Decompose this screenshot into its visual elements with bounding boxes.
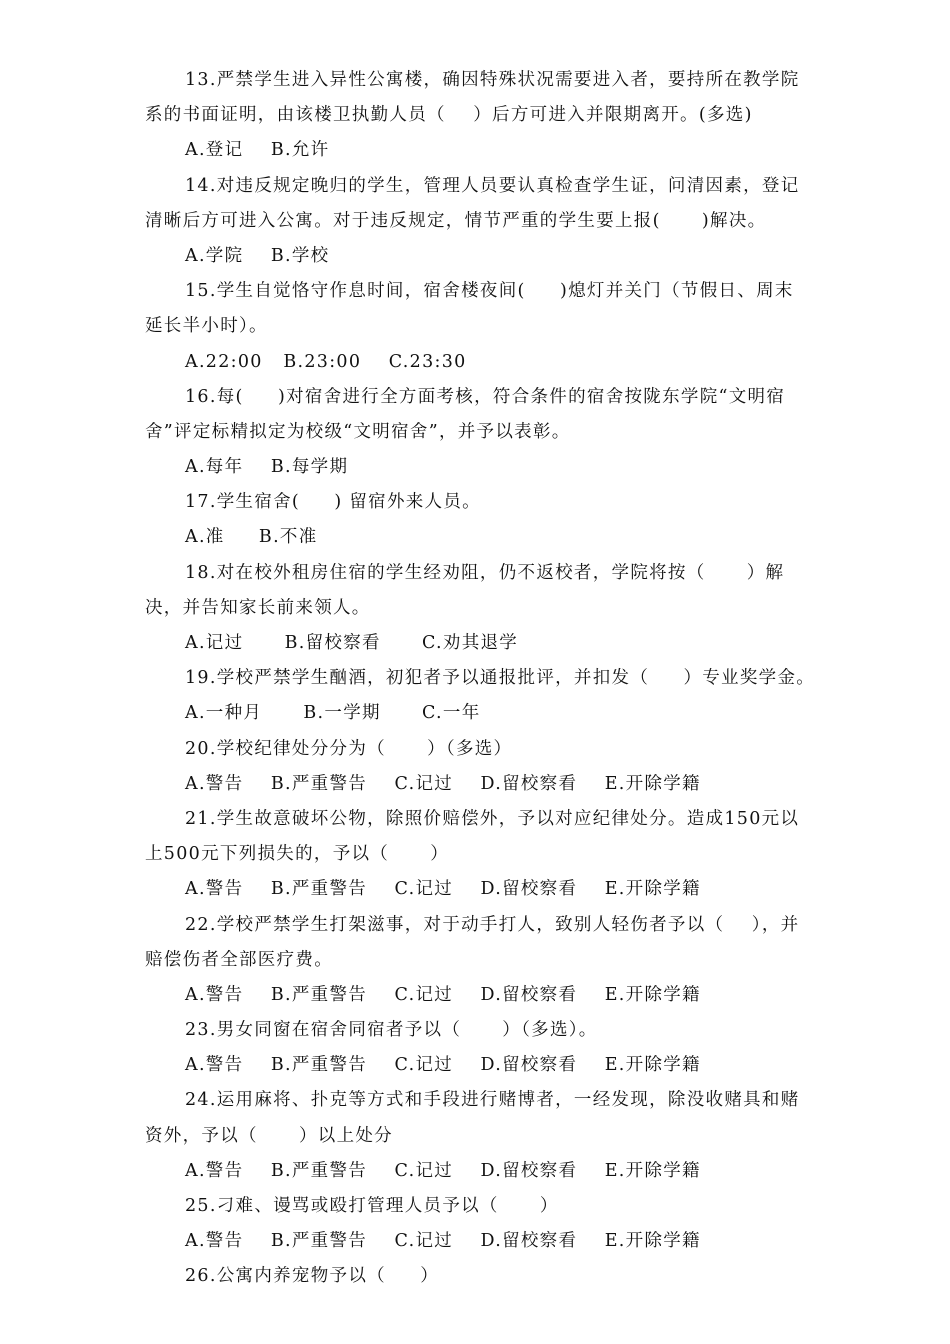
- question-text-line: 13.严禁学生进入异性公寓楼，确因特殊状况需要进入者，要持所在教学院: [185, 70, 800, 90]
- answer-options-line: A.警告 B.严重警告 C.记过 D.留校察看 E.开除学籍: [185, 1231, 701, 1252]
- question-text-line: 21.学生故意破坏公物，除照价赔偿外，予以对应纪律处分。造成150元以: [185, 808, 800, 829]
- answer-options-line: A.警告 B.严重警告 C.记过 D.留校察看 E.开除学籍: [185, 984, 701, 1005]
- question-text-line: 24.运用麻将、扑克等方式和手段进行赌博者，一经发现，除没收赌具和赌: [185, 1090, 800, 1111]
- question-text-line: 14.对违反规定晚归的学生，管理人员要认真检查学生证，问清因素，登记: [185, 175, 800, 196]
- answer-options-line: A.警告 B.严重警告 C.记过 D.留校察看 E.开除学籍: [185, 1055, 701, 1076]
- question-text-line: 26.公寓内养宠物予以（ ）: [185, 1266, 440, 1287]
- question-text-line: 上500元下列损失的，予以（ ）: [145, 844, 450, 865]
- question-text-line: 舍”评定标精拟定为校级“文明宿舍”，并予以表彰。: [145, 421, 571, 442]
- question-text-line: 赔偿伤者全部医疗费。: [145, 949, 333, 970]
- question-text-line: 16.每( )对宿舍进行全方面考核，符合条件的宿舍按陇东学院“文明宿: [185, 386, 786, 407]
- question-text-line: 22.学校严禁学生打架滋事，对于动手打人，致别人轻伤者予以（ ），并: [185, 914, 800, 935]
- answer-options-line: A.准 B.不准: [185, 527, 318, 548]
- question-text-line: 15.学生自觉恪守作息时间，宿舍楼夜间( )熄灯并关门（节假日、周末: [185, 281, 794, 302]
- question-text-line: 决，并告知家长前来领人。: [145, 597, 371, 618]
- question-text-line: 17.学生宿舍( ) 留宿外来人员。: [185, 492, 481, 513]
- question-text-line: 25.刁难、谩骂或殴打管理人员予以（ ）: [185, 1196, 559, 1216]
- question-text-line: 20.学校纪律处分分为（ ）（多选）: [185, 738, 513, 759]
- answer-options-line: A.每年 B.每学期: [185, 457, 349, 478]
- question-text-line: 18.对在校外租房住宿的学生经劝阻，仍不返校者，学院将按（ ）解: [185, 562, 785, 583]
- answer-options-line: A.记过 B.留校察看 C.劝其退学: [185, 633, 519, 653]
- answer-options-line: A.一种月 B.一学期 C.一年: [185, 703, 481, 724]
- question-text-line: 19.学校严禁学生酗酒，初犯者予以通报批评，并扣发（ ）专业奖学金。: [185, 668, 816, 689]
- question-text-line: 清晰后方可进入公寓。对于违反规定，情节严重的学生要上报( )解决。: [145, 210, 767, 231]
- question-text-line: 延长半小时）。: [145, 316, 268, 337]
- question-text-line: 资外，予以（ ）以上处分: [145, 1125, 393, 1146]
- answer-options-line: A.22:00 B.23:00 C.23:30: [185, 351, 467, 372]
- question-text-line: 23.男女同窗在宿舍同宿者予以（ ）（多选）。: [185, 1020, 598, 1041]
- question-text-line: 系的书面证明，由该楼卫执勤人员（ ）后方可进入并限期离开。(多选): [145, 105, 753, 126]
- answer-options-line: A.学院 B.学校: [185, 245, 330, 266]
- answer-options-line: A.警告 B.严重警告 C.记过 D.留校察看 E.开除学籍: [185, 773, 701, 794]
- answer-options-line: A.警告 B.严重警告 C.记过 D.留校察看 E.开除学籍: [185, 879, 701, 900]
- answer-options-line: A.警告 B.严重警告 C.记过 D.留校察看 E.开除学籍: [185, 1160, 701, 1181]
- answer-options-line: A.登记 B.允许: [185, 140, 330, 161]
- question-list: [145, 63, 816, 1295]
